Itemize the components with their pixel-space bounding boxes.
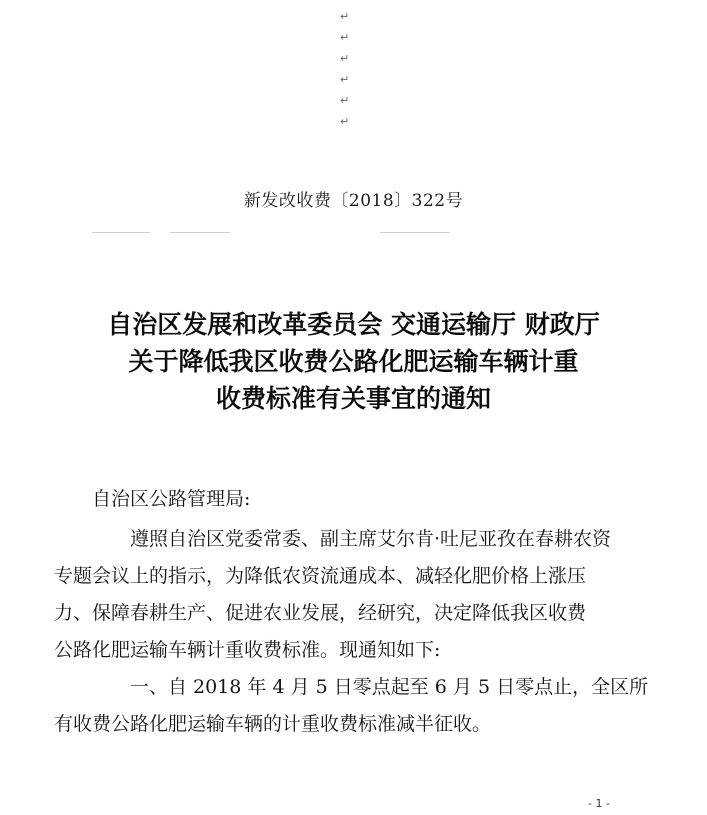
body-line: 公路化肥运输车辆计重收费标准。现通知如下: xyxy=(54,639,441,661)
faint-rule-middle xyxy=(170,232,230,233)
faint-rule-right xyxy=(380,232,450,233)
document-body xyxy=(54,521,649,743)
body-paragraph xyxy=(54,669,649,743)
body-line: 有收费公路化肥运输车辆的计重收费标准减半征收。 xyxy=(54,713,492,735)
paragraph-mark-icon: ↵ xyxy=(340,10,350,23)
paragraph-marks xyxy=(340,6,360,132)
paragraph-mark-icon: ↵ xyxy=(340,31,350,44)
body-line: 一、自 2018 年 4 月 5 日零点起至 6 月 5 日零点止，全区所 xyxy=(130,676,649,698)
faint-rule-left xyxy=(92,232,150,233)
page-number: - 1 - xyxy=(588,797,610,810)
document-title xyxy=(0,306,707,417)
paragraph-mark-icon: ↵ xyxy=(340,52,350,65)
recipient: 自治区公路管理局: xyxy=(92,488,251,510)
body-line: 专题会议上的指示，为降低农资流通成本、减轻化肥价格上涨压 xyxy=(54,565,587,587)
body-line: 力、保障春耕生产、促进农业发展，经研究，决定降低我区收费 xyxy=(54,602,587,624)
body-line: 遵照自治区党委常委、副主席艾尔肯·吐尼亚孜在春耕农资 xyxy=(130,528,612,550)
body-paragraph xyxy=(54,521,622,669)
document-number: 新发改收费〔2018〕322号 xyxy=(243,191,464,211)
title-line: 自治区发展和改革委员会 交通运输厅 财政厅 xyxy=(107,310,600,339)
title-line: 收费标准有关事宜的通知 xyxy=(215,384,491,413)
paragraph-mark-icon: ↵ xyxy=(340,94,350,107)
title-line: 关于降低我区收费公路化肥运输车辆计重 xyxy=(128,347,579,376)
paragraph-mark-icon: ↵ xyxy=(340,73,350,86)
paragraph-mark-icon: ↵ xyxy=(340,115,350,128)
